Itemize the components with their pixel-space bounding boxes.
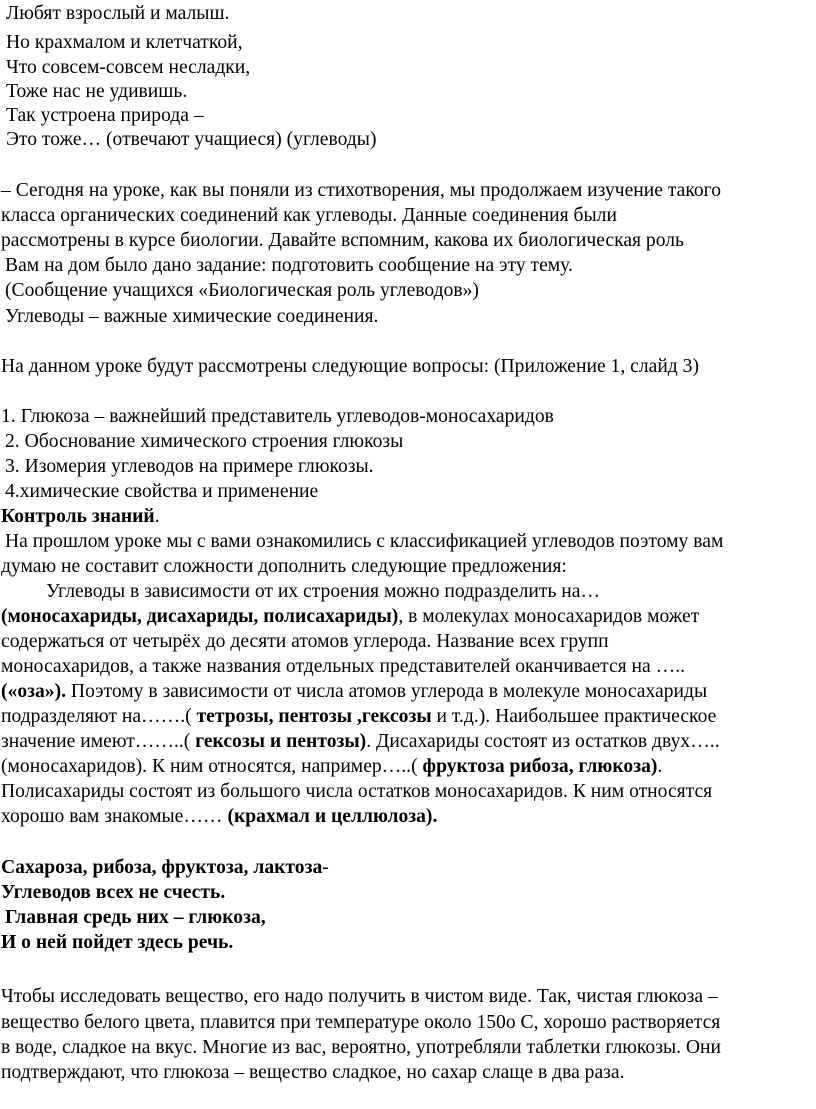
paragraph-line: Углеводы в зависимости от их строения можно подразделить на… — [46, 581, 601, 602]
question-item: 2. Обоснование химического строения глюкозы — [5, 431, 404, 452]
answer-text: тетрозы, пентозы ,гексозы — [196, 706, 432, 727]
paragraph-line: Чтобы исследовать вещество, его надо получить в чистом виде. Так, чистая глюкоза – — [1, 986, 718, 1007]
poem-line-dash: - — [322, 857, 329, 878]
poem-line: Что совсем-совсем несладки, — [6, 57, 251, 78]
text-segment: Поэтому в зависимости от числа атомов углерода в молекуле моносахариды — [66, 681, 708, 702]
paragraph-line: вещество белого цвета, плавится при температуре около 150о С, хорошо растворяется — [1, 1012, 721, 1033]
text-segment: . — [657, 756, 663, 777]
poem-line — [1, 931, 233, 955]
section-heading-text: Контроль знаний — [1, 506, 155, 527]
text-segment: (моносахаридов). К ним относятся, например…..( — [1, 756, 423, 777]
answer-text: («оза»). — [1, 681, 67, 702]
poem-line-text: Главная средь них – глюкоза, — [5, 907, 266, 928]
question-item: 4.химические свойства и применение — [5, 481, 319, 502]
poem-line-text: И о ней пойдет здесь речь. — [1, 932, 234, 953]
text-segment: , в молекулах моносахаридов может — [398, 606, 700, 627]
poem-line — [5, 906, 266, 930]
poem-line: Так устроена природа – — [6, 105, 204, 126]
poem-line — [1, 881, 225, 905]
answer-text: (крахмал и целлюлоза). — [227, 806, 438, 827]
paragraph-line — [1, 730, 720, 754]
paragraph-line — [1, 680, 707, 704]
text-segment: подразделяют на…….( — [1, 706, 197, 727]
paragraph-line — [1, 755, 662, 779]
poem-line-text: Углеводов всех не счесть. — [1, 882, 226, 903]
paragraph-line: в воде, сладкое на вкус. Многие из вас, вероятно, употребляли таблетки глюкозы. Они — [1, 1037, 722, 1058]
paragraph-line: Полисахариды состоят из большого числа остатков моносахаридов. К ним относятся — [1, 781, 713, 802]
questions-intro: На данном уроке будут рассмотрены следующие вопросы: (Приложение 1, слайд 3) — [1, 356, 699, 377]
poem-line: Тоже нас не удивишь. — [6, 81, 188, 102]
poem-line-text: Сахароза, рибоза, фруктоза, лактоза — [1, 857, 323, 878]
text-segment: значение имеют……..( — [1, 731, 196, 752]
paragraph-line: моносахаридов, а также названия отдельных представителей оканчивается на ….. — [1, 656, 686, 677]
paragraph-line: На прошлом уроке мы с вами ознакомились с классификацией углеводов поэтому вам — [5, 531, 724, 552]
poem-line: Любят взрослый и малыш. — [6, 3, 230, 24]
section-heading — [1, 505, 160, 529]
answer-text: гексозы и пентозы) — [195, 731, 367, 752]
question-item: 3. Изомерия углеводов на примере глюкозы. — [5, 456, 374, 477]
text-segment: . Дисахариды состоят из остатков двух….. — [366, 731, 720, 752]
answer-text: (моносахариды, дисахариды, полисахариды) — [1, 606, 399, 627]
paragraph-line: подтверждают, что глюкоза – вещество сладкое, но сахар слаще в два раза. — [1, 1062, 625, 1083]
answer-text: фруктоза рибоза, глюкоза) — [422, 756, 658, 777]
paragraph-line: Вам на дом было дано задание: подготовить сообщение на эту тему. — [5, 255, 573, 276]
poem-line — [1, 856, 329, 880]
paragraph-line: Углеводы – важные химические соединения. — [5, 306, 379, 327]
paragraph-line: класса органических соединений как углеводы. Данные соединения были — [1, 205, 617, 226]
paragraph-line: думаю не составит сложности дополнить следующие предложения: — [1, 556, 567, 577]
poem-line: Но крахмалом и клетчаткой, — [6, 32, 243, 53]
paragraph-line — [1, 705, 716, 729]
paragraph-line: рассмотрены в курсе биологии. Давайте вспомним, какова их биологическая роль — [1, 230, 684, 251]
paragraph-line: содержаться от четырёх до десяти атомов углерода. Название всех групп — [1, 631, 609, 652]
paragraph-line: – Сегодня на уроке, как вы поняли из стихотворения, мы продолжаем изучение такого — [1, 180, 722, 201]
paragraph-line — [1, 805, 437, 829]
poem-line: Это тоже… (отвечают учащиеся) (углеводы) — [6, 129, 377, 150]
question-item: 1. Глюкоза – важнейший представитель углеводов-моносахаридов — [1, 406, 554, 427]
text-segment: хорошо вам знакомые…… — [1, 806, 228, 827]
text-segment: и т.д.). Наибольшее практическое — [431, 706, 717, 727]
paragraph-line — [1, 605, 699, 629]
section-heading-dot: . — [154, 506, 160, 527]
paragraph-line: (Сообщение учащихся «Биологическая роль углеводов») — [5, 280, 479, 301]
